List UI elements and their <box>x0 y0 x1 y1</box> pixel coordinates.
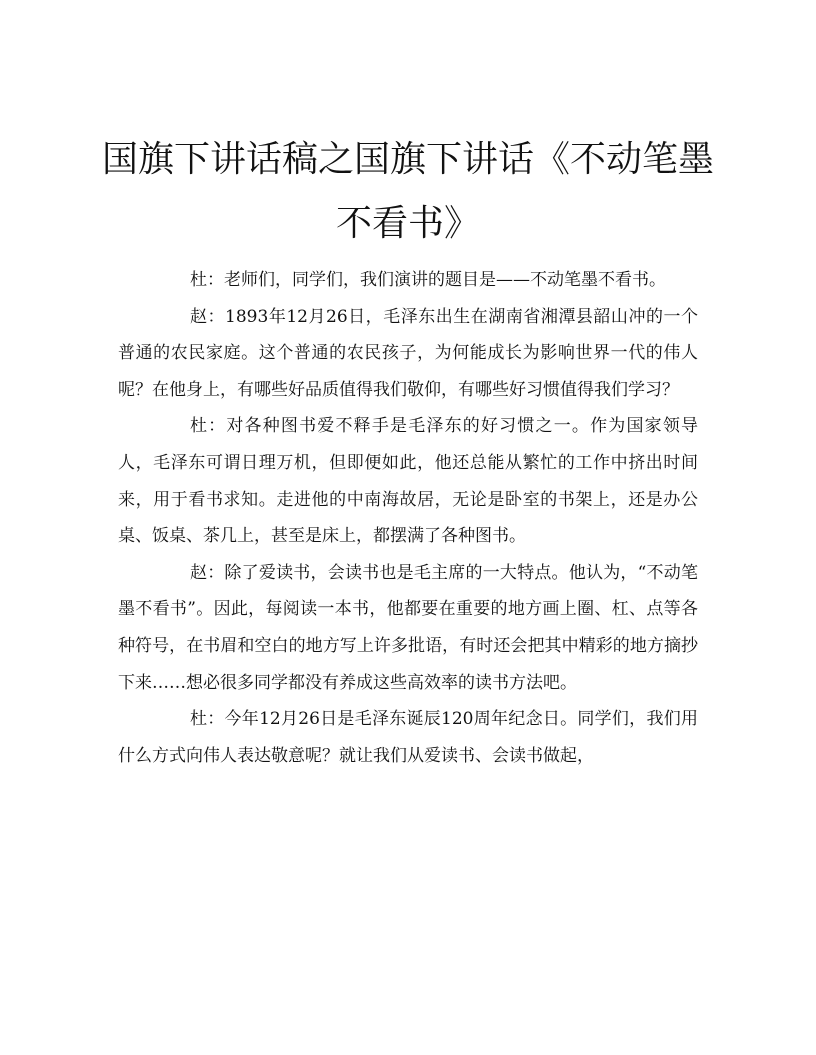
paragraph-2: 赵：1893年12月26日，毛泽东出生在湖南省湘潭县韶山冲的一个普通的农民家庭。这个普通的农民孩子，为何能成长为影响世界一代的伟人呢？在他身上，有哪些好品质值得我们敬仰，有哪些好习惯值得我们学习？ <box>118 306 698 400</box>
paragraph-1: 杜：老师们，同学们，我们演讲的题目是——不动笔墨不看书。 <box>190 270 666 290</box>
document-body <box>118 262 698 774</box>
paragraph-5: 杜：今年12月26日是毛泽东诞辰120周年纪念日。同学们，我们用什么方式向伟人表达敬意呢？就让我们从爱读书、会读书做起， <box>118 709 698 766</box>
document-title: 国旗下讲话稿之国旗下讲话《不动笔墨不看书》 <box>101 139 714 245</box>
paragraph-3: 杜：对各种图书爱不释手是毛泽东的好习惯之一。作为国家领导人，毛泽东可谓日理万机，但即便如此，他还总能从繁忙的工作中挤出时间来，用于看书求知。走进他的中南海故居，无论是卧室的书架上，还是办公桌、饭桌、茶几上，甚至是床上，都摆满了各种图书。 <box>118 416 698 547</box>
paragraph-4: 赵：除了爱读书，会读书也是毛主席的一大特点。他认为，“不动笔墨不看书”。因此，每阅读一本书，他都要在重要的地方画上圈、杠、点等各种符号，在书眉和空白的地方写上许多批语，有时还会把其中精彩的地方摘抄下来……想必很多同学都没有养成这些高效率的读书方法吧。 <box>118 562 698 693</box>
